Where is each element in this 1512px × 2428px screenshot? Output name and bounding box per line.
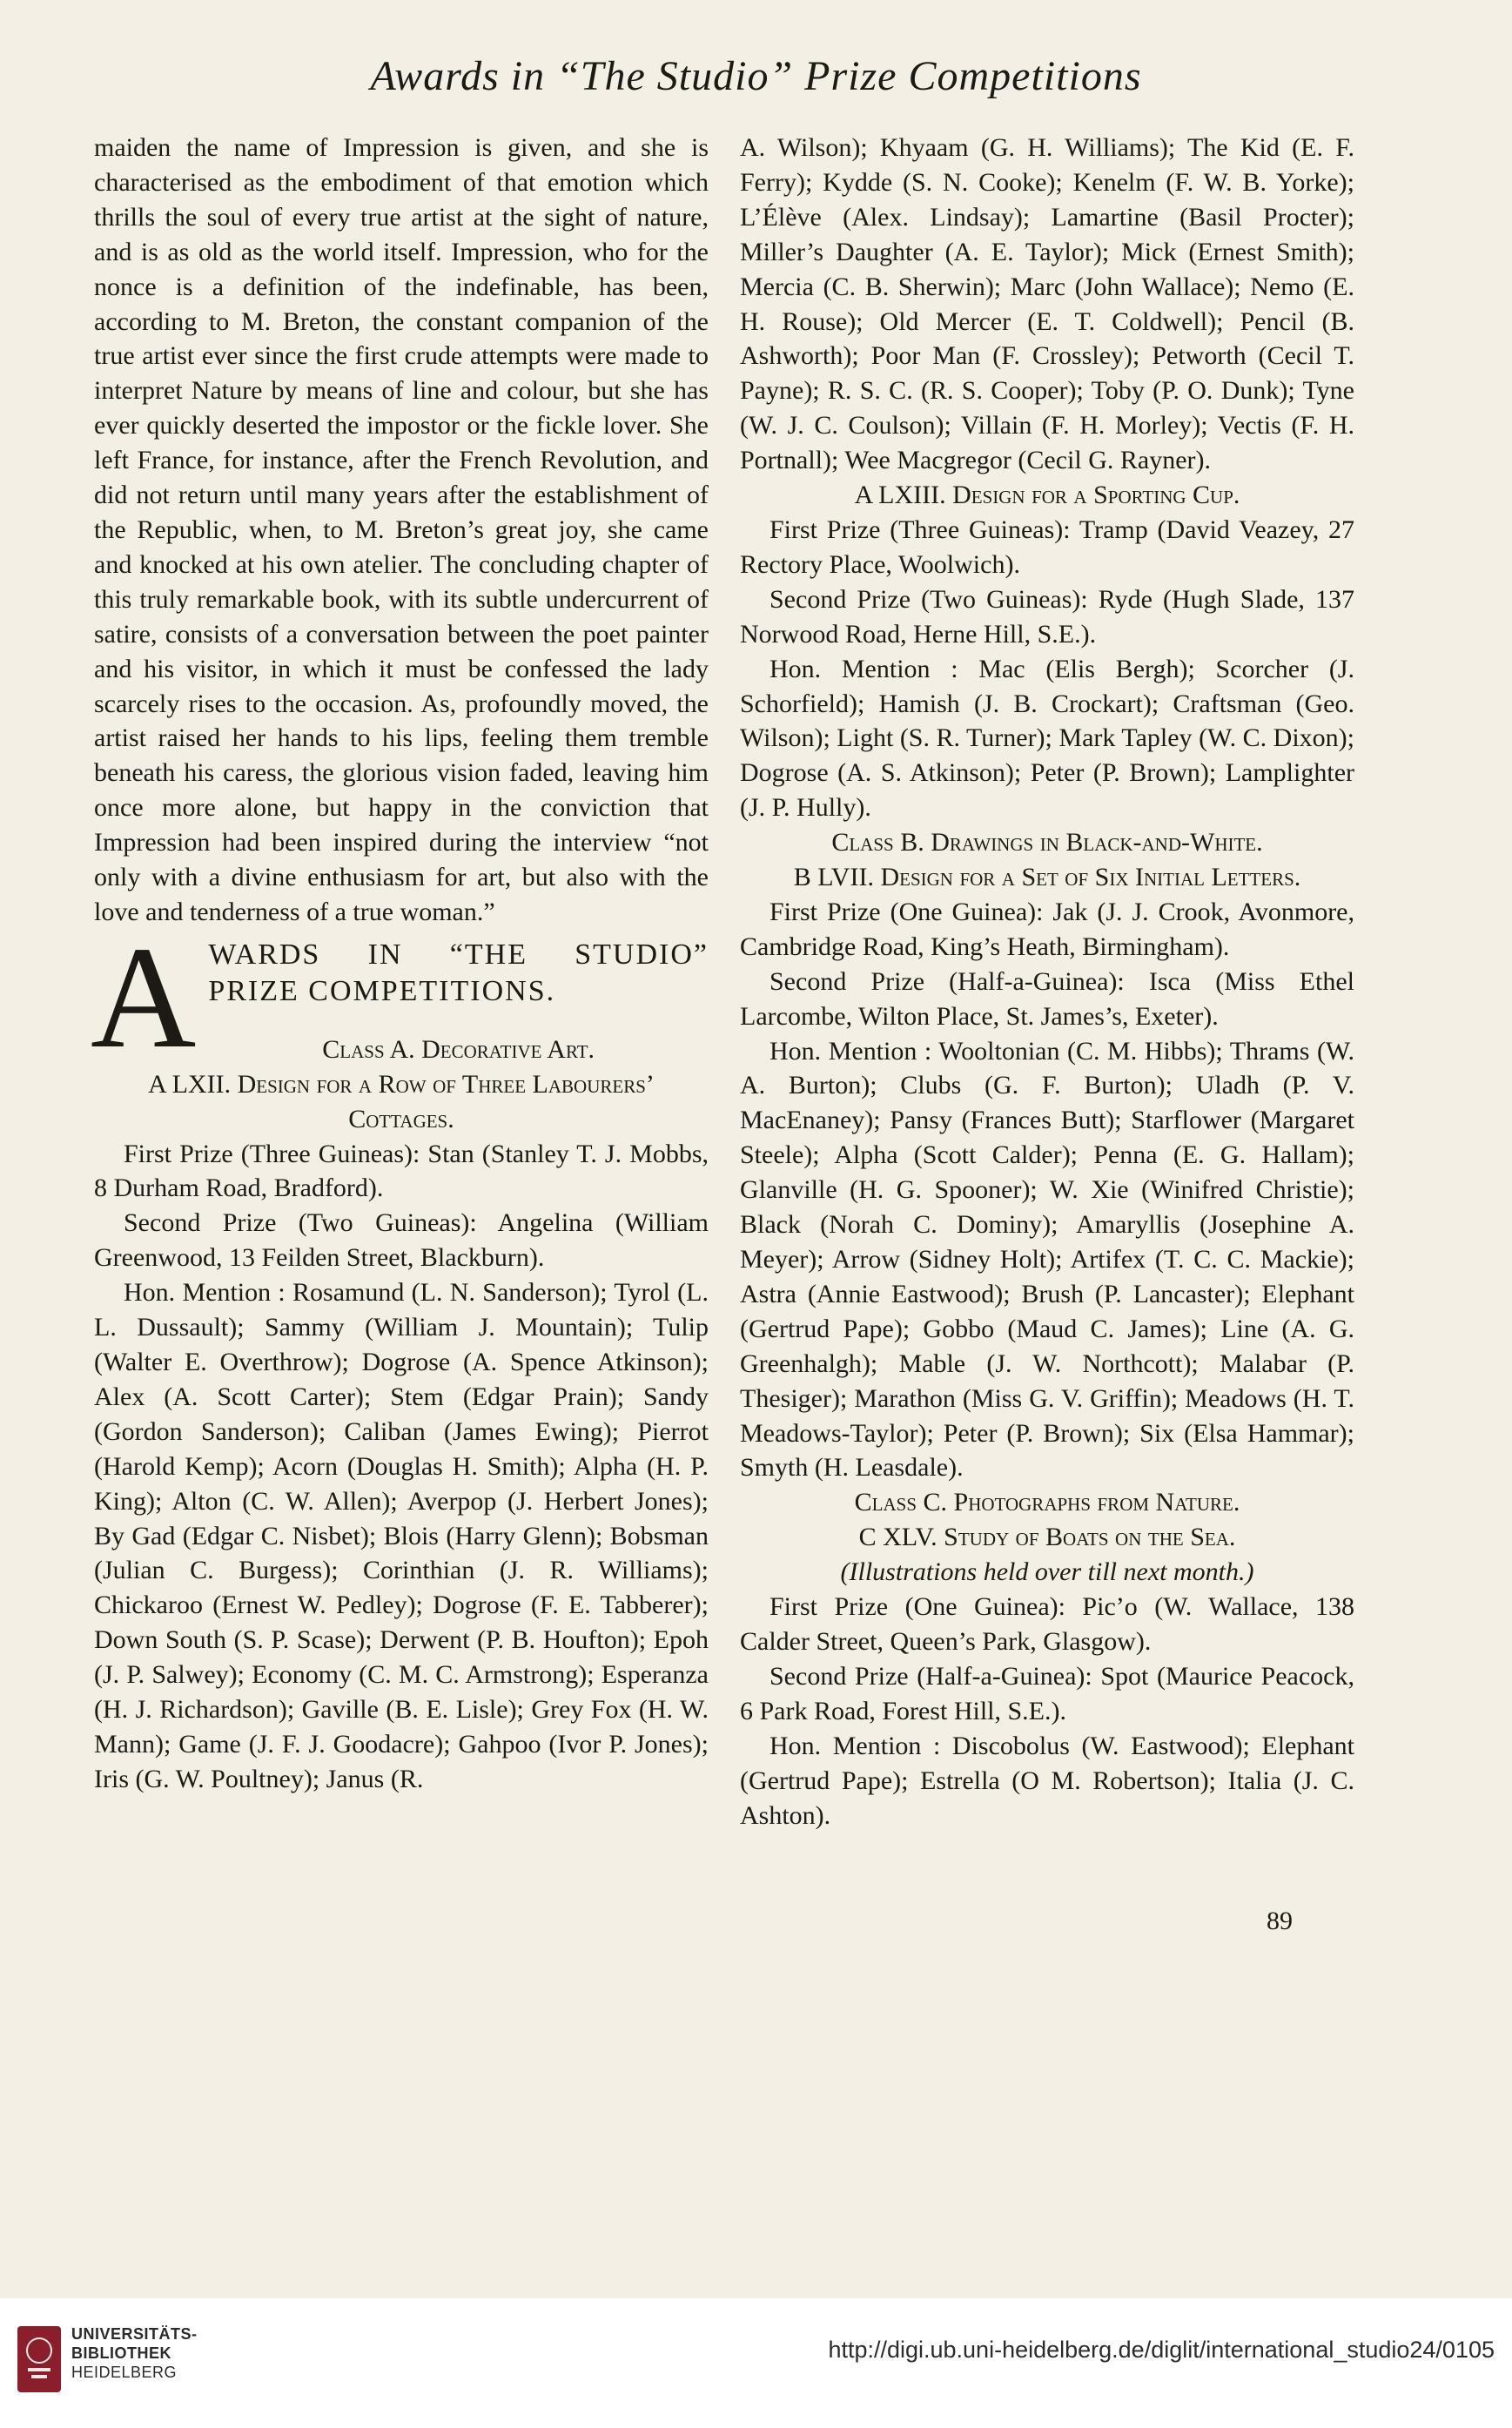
a-lxii-hon-mention-cont: A. Wilson); Khyaam (G. H. Williams); The Kid (E. F. Ferry); Kydde (S. N. Cooke); Kenelm (F. W. B. Yorke); L’Élève (Alex. Lindsay); Lamartine (Basil Procter); Miller’s Daughter (A. E. Taylor); Mick (Ernest Smith); Mercia (C. B. Sherwin); Marc (John Wallace); Nemo (E. H. Rouse); Old Mercer (E. T. Coldwell); Pencil (B. Ashworth); Poor Man (F. Crossley); Petworth (Cecil T. Payne); R. S. C. (R. S. Cooper); Toby (P. O. Dunk); Tyne (W. J. C. Coulson); Villain (F. H. Morley); Vectis (F. H. Portnall); Wee Macgregor (Cecil G. Rayner). [740,133,1354,475]
awards-heading-line2: PRIZE COMPETITIONS. [208,974,556,1007]
page-number: 89 [1267,1907,1293,1935]
class-a-heading: Class A. Decorative Art. [322,1034,595,1064]
a-lxii-hon-mention: Hon. Mention : Rosamund (L. N. Sanderson); Tyrol (L. L. Dussault); Sammy (William J. Mountain); Tulip (Walter E. Overthrow); Dogrose (A. Spence Atkinson); Alex (A. Scott Carter); Stem (Edgar Prain); Sandy (Gordon Sanderson); Caliban (James Ewing); Pierrot (Harold Kemp); Acorn (Douglas H. Smith); Alpha (H. P. King); Alton (C. W. Allen); Averpop (J. Herbert Jones); By Gad (Edgar C. Nisbet); Blois (Harry Glenn); Bobsman (Julian C. Burgess); Corinthian (J. R. Williams); Chickaroo (Ernest W. Pedley); Dogrose (F. E. Tabberer); Down South (S. P. Scase); Derwent (P. B. Houfton); Epoh (J. P. Salwey); Economy (C. M. C. Armstrong); Esperanza (H. J. Richardson); Gaville (B. E. Lisle); Grey Fox (H. W. Mann); Game (J. F. J. Goodacre); Gahpoo (Ivor P. Jones); Iris (G. W. Poultney); Janus (R. [94,1278,709,1793]
class-c-heading: Class C. Photographs from Nature. [854,1488,1240,1517]
right-column [740,131,1354,1833]
running-head: Awards in “The Studio” Prize Competitions [370,53,1142,99]
awards-heading-line1: WARDS IN “THE STUDIO” [208,938,709,971]
a-lxiii-title: A LXIII. Design for a Sporting Cup. [854,481,1240,510]
c-xlv-title: C XLV. Study of Boats on the Sea. [858,1523,1236,1552]
library-line3: HEIDELBERG [71,2364,178,2381]
a-lxii-first-prize: First Prize (Three Guineas): Stan (Stanley T. J. Mobbs, 8 Durham Road, Bradford). [94,1139,709,1203]
b-lvii-first-prize: First Prize (One Guinea): Jak (J. J. Crook, Avonmore, Cambridge Road, King’s Heath, Birmingham). [740,897,1354,961]
intro-paragraph: maiden the name of Impression is given, and she is characterised as the embodiment of that emotion which thrills the soul of every true artist at the sight of nature, and is as old as the world itself. Impression, who for the nonce is a definition of the indefinable, has been, according to M. Breton, the constant companion of the true artist ever since the first crude attempts were made to interpret Nature by means of line and colour, but she has ever quickly deserted the impostor or the fickle lover. She left France, for instance, after the French Revolution, and did not return until many years after the establishment of the Republic, when, to M. Breton’s great joy, she came and knocked at his own atelier. The concluding chapter of this truly remarkable book, with its subtle undercurrent of satire, consists of a conversation between the poet painter and his visitor, in which it must be confessed the lady scarcely rises to the occasion. As, profoundly moved, the artist raised her hands to his lips, feeling them tremble beneath his caress, the glorious vision faded, leaving him once more alone, but happy in the conviction that Impression had been inspired during the interview “not only with a divine enthusiasm for art, but also with the love and tenderness of a true woman.” [94,133,709,926]
library-line1: UNIVERSITÄTS- [71,2325,198,2343]
library-name [71,2324,198,2382]
b-lvii-hon-mention: Hon. Mention : Wooltonian (C. M. Hibbs); Thrams (W. A. Burton); Clubs (G. F. Burton); Uladh (P. V. MacEnaney); Pansy (Frances Butt); Starflower (Margaret Steele); Alpha (Scott Calder); Penna (E. G. Hallam); Glanville (H. G. Spooner); W. Xie (Winifred Christie); Black (Norah C. Dominy); Amaryllis (Josephine A. Meyer); Arrow (Sidney Holt); Artifex (T. C. C. Mackie); Astra (Annie Eastwood); Brush (P. Lancaster); Elephant (Gertrud Pape); Gobbo (Maud C. James); Line (A. G. Greenhalgh); Mable (J. W. Northcott); Malabar (P. Thesiger); Marathon (Miss G. V. Griffin); Meadows (H. T. Meadows-Taylor); Peter (P. Brown); Six (Elsa Hammar); Smyth (H. Leasdale). [740,1036,1354,1483]
a-lxii-title: A LXII. Design for a Row of Three Labourers’ Cottages. [148,1069,655,1133]
a-lxiii-first-prize: First Prize (Three Guineas): Tramp (David Veazey, 27 Rectory Place, Woolwich). [740,515,1354,579]
library-line2: BIBLIOTHEK [71,2344,171,2362]
class-b-heading: Class B. Drawings in Black-and-White. [831,828,1263,858]
c-xlv-note: (Illustrations held over till next month.) [840,1557,1254,1587]
a-lxii-second-prize: Second Prize (Two Guineas): Angelina (William Greenwood, 13 Feilden Street, Blackburn). [94,1208,709,1273]
c-xlv-hon-mention: Hon. Mention : Discobolus (W. Eastwood); Elephant (Gertrud Pape); Estrella (O M. Robertson); Italia (J. C. Ashton). [740,1731,1354,1830]
source-url-link[interactable]: http://digi.ub.uni-heidelberg.de/diglit/international_studio24/0105 [828,2337,1495,2363]
a-lxiii-hon-mention: Hon. Mention : Mac (Elis Bergh); Scorcher (J. Schorfield); Hamish (J. B. Crockart); Craftsman (Geo. Wilson); Light (S. R. Turner); Mark Tapley (W. C. Dixon); Dogrose (A. S. Atkinson); Peter (P. Brown); Lamplighter (J. P. Hully). [740,654,1354,823]
c-xlv-second-prize: Second Prize (Half-a-Guinea): Spot (Maurice Peacock, 6 Park Road, Forest Hill, S.E.). [740,1661,1354,1725]
b-lvii-second-prize: Second Prize (Half-a-Guinea): Isca (Miss Ethel Larcombe, Wilton Place, St. James’s, Exeter). [740,966,1354,1031]
drop-cap: A [91,916,198,1079]
university-seal-icon [16,2324,63,2394]
a-lxiii-second-prize: Second Prize (Two Guineas): Ryde (Hugh Slade, 137 Norwood Road, Herne Hill, S.E.). [740,584,1354,649]
footer-bar [0,2298,1512,2428]
library-logo[interactable] [16,2324,198,2394]
c-xlv-first-prize: First Prize (One Guinea): Pic’o (W. Wallace, 138 Calder Street, Queen’s Park, Glasgow). [740,1592,1354,1656]
b-lvii-title: B LVII. Design for a Set of Six Initial Letters. [793,863,1301,892]
left-column [91,131,709,1797]
